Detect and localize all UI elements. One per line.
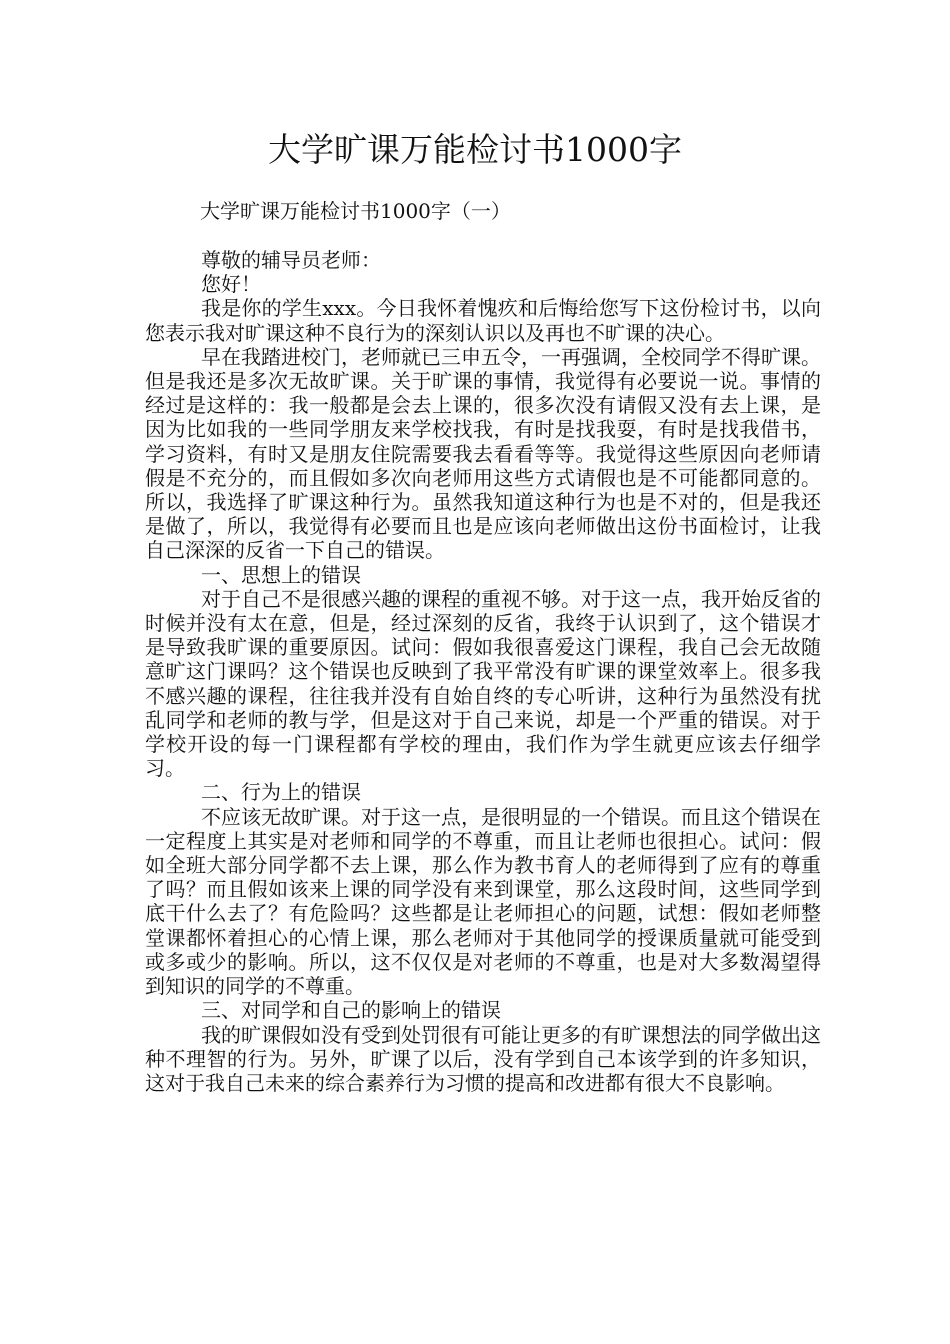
paragraph-behavior-error: 不应该无故旷课。对于这一点，是很明显的一个错误。而且这个错误在一定程度上其实是对老师和同学的不尊重，而且让老师也很担心。试问：假如全班大部分同学都不去上课，那么作为教书育人的老师得到了应有的尊重了吗？而且假如该来上课的同学没有来到课堂，那么这段时间，这些同学到底干什么去了？有危险吗？这些都是让老师担心的问题，试想：假如老师整堂课都怀着担心的心情上课，那么老师对于其他同学的授课质量就可能受到或多或少的影响。所以，这不仅仅是对老师的不尊重，也是对大多数渴望得到知识的同学的不尊重。 [145, 804, 821, 999]
paragraph-background: 早在我踏进校门，老师就已三申五令，一再强调，全校同学不得旷课。但是我还是多次无故旷课。关于旷课的事情，我觉得有必要说一说。事情的经过是这样的：我一般都是会去上课的，很多次没有请假又没有去上课，是因为比如我的一些同学朋友来学校找我，有时是找我耍，有时是找我借书，学习资料，有时又是朋友住院需要我去看看等等。我觉得这些原因向老师请假是不充分的，而且假如多次向老师用这些方式请假也是不可能都同意的。所以，我选择了旷课这种行为。虽然我知道这种行为也是不对的，但是我还是做了，所以，我觉得有必要而且也是应该向老师做出这份书面检讨，让我自己深深的反省一下自己的错误。 [145, 344, 821, 563]
greeting: 您好！ [201, 272, 261, 297]
section-heading-behavior: 二、行为上的错误 [201, 780, 361, 805]
document-subtitle: 大学旷课万能检讨书1000字（一） [200, 199, 511, 223]
paragraph-intro: 我是你的学生xxx。今日我怀着愧疚和后悔给您写下这份检讨书，以向您表示我对旷课这种不良行为的深刻认识以及再也不旷课的决心。 [145, 296, 821, 345]
section-heading-thought: 一、思想上的错误 [201, 562, 361, 587]
section-heading-influence: 三、对同学和自己的影响上的错误 [201, 998, 501, 1023]
paragraph-influence-error: 我的旷课假如没有受到处罚很有可能让更多的有旷课想法的同学做出这种不理智的行为。另外，旷课了以后，没有学到自己本该学到的许多知识，这对于我自己未来的综合素养行为习惯的提高和改进都有很大不良影响。 [145, 1022, 821, 1095]
document-body [145, 248, 821, 1095]
document-title: 大学旷课万能检讨书1000字 [268, 130, 682, 169]
paragraph-thought-error: 对于自己不是很感兴趣的课程的重视不够。对于这一点，我开始反省的时候并没有太在意，但是，经过深刻的反省，我终于认识到了，这个错误才是导致我旷课的重要原因。试问：假如我很喜爱这门课程，我自己会无故随意旷这门课吗？这个错误也反映到了我平常没有旷课的课堂效率上。很多我不感兴趣的课程，往往我并没有自始自终的专心听讲，这种行为虽然没有扰乱同学和老师的教与学，但是这对于自己来说，却是一个严重的错误。对于学校开设的每一门课程都有学校的理由，我们作为学生就更应该去仔细学习。 [145, 586, 821, 781]
salutation: 尊敬的辅导员老师： [201, 248, 381, 272]
